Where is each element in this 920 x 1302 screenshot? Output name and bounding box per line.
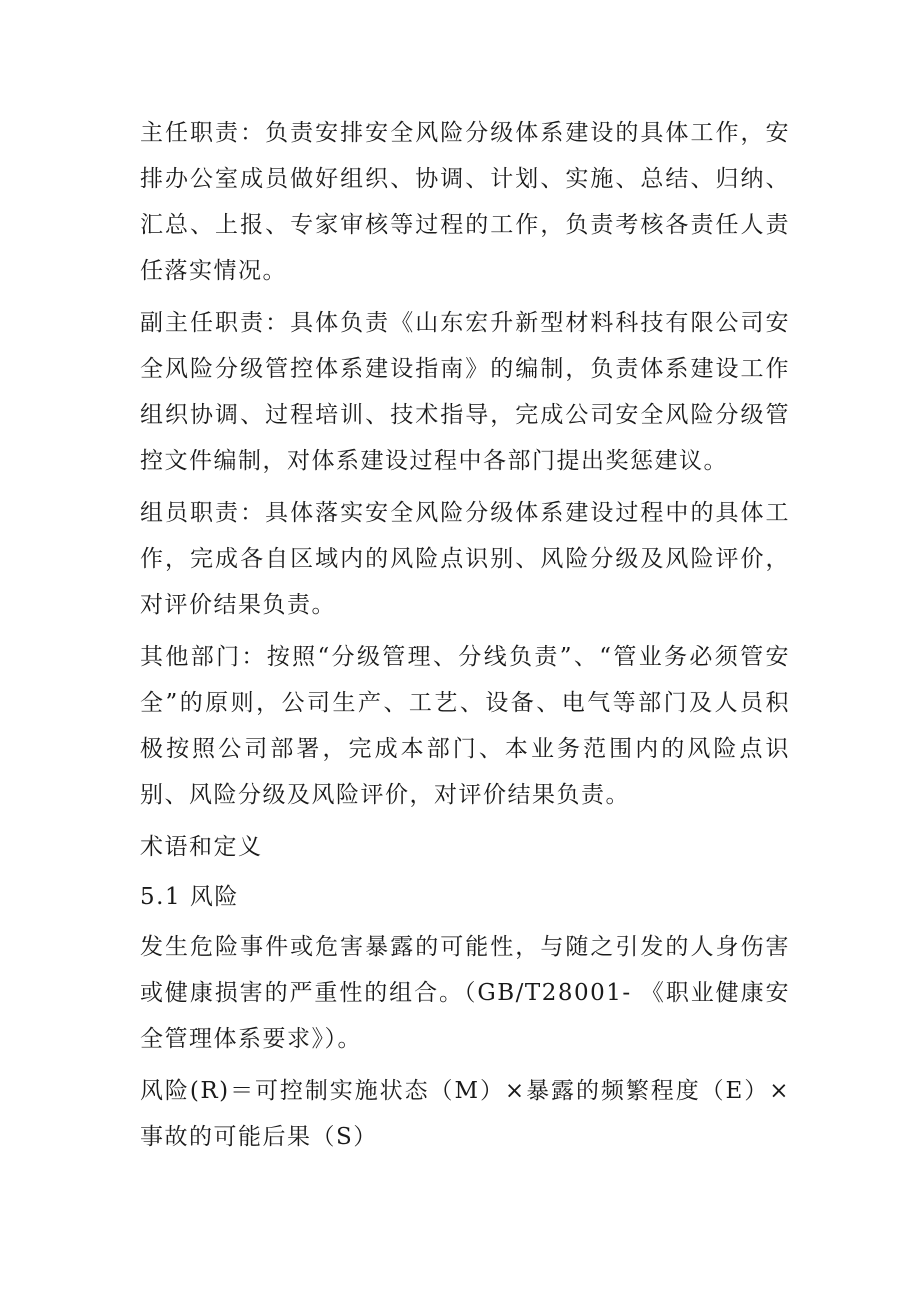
subsection-heading-risk: 5.1 风险	[140, 884, 239, 910]
paragraph-risk-definition: 发生危险事件或危害暴露的可能性，与随之引发的人身伤害或健康损害的严重性的组合。（GB/T28001- 《职业健康安全管理体系要求》）。	[140, 934, 790, 1052]
document-body	[140, 110, 790, 1166]
section-heading-terms: 术语和定义	[140, 834, 263, 860]
paragraph-risk-formula: 风险(R)＝可控制实施状态（M）×暴露的频繁程度（E）×事故的可能后果（S）	[140, 1078, 790, 1150]
paragraph-deputy-director-duties: 副主任职责：具体负责《山东宏升新型材料科技有限公司安全风险分级管控体系建设指南》的编制，负责体系建设工作组织协调、过程培训、技术指导，完成公司安全风险分级管控文件编制，对体系建设过程中各部门提出奖惩建议。	[140, 310, 790, 474]
paragraph-member-duties: 组员职责：具体落实安全风险分级体系建设过程中的具体工作，完成各自区域内的风险点识别、风险分级及风险评价，对评价结果负责。	[140, 500, 790, 618]
paragraph-other-departments: 其他部门：按照“分级管理、分线负责”、“管业务必须管安全”的原则，公司生产、工艺、设备、电气等部门及人员积极按照公司部署，完成本部门、本业务范围内的风险点识别、风险分级及风险评价，对评价结果负责。	[140, 644, 790, 808]
paragraph-director-duties: 主任职责：负责安排安全风险分级体系建设的具体工作，安排办公室成员做好组织、协调、计划、实施、总结、归纳、汇总、上报、专家审核等过程的工作，负责考核各责任人责任落实情况。	[140, 120, 790, 284]
